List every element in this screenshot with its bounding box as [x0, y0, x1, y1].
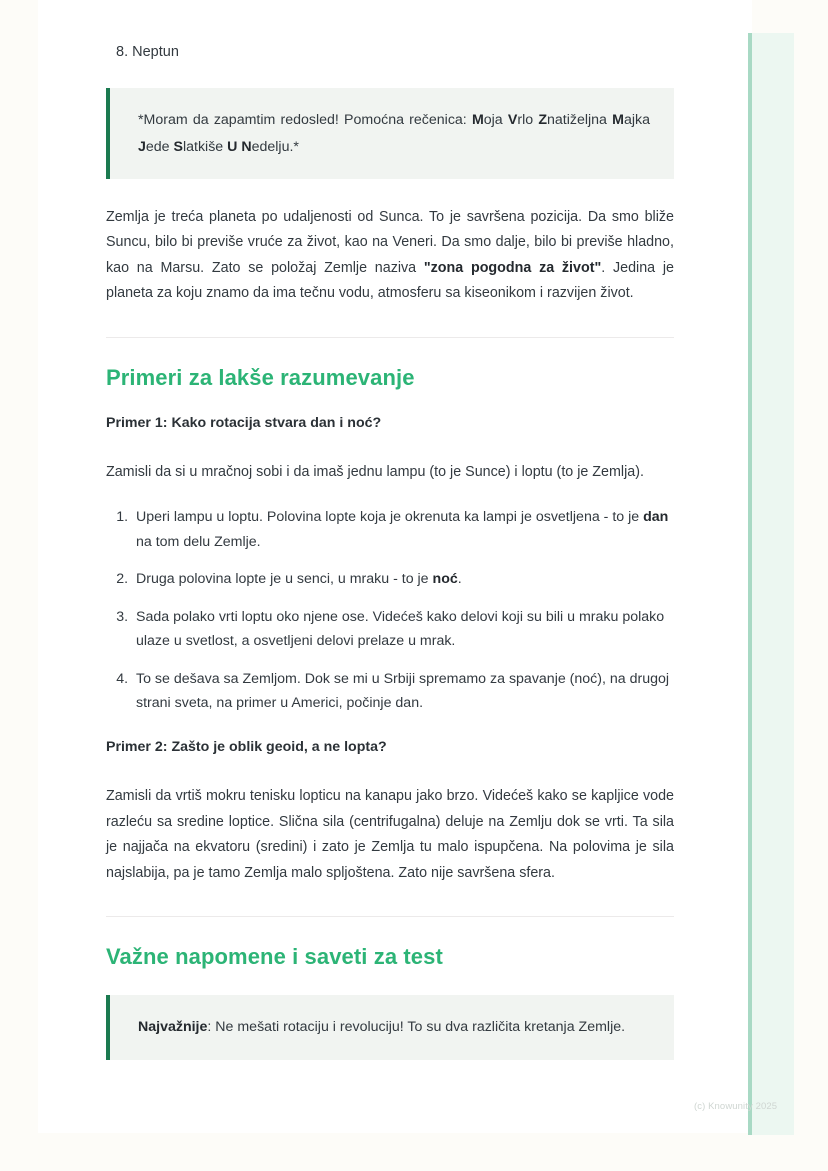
mnemonic-callout [106, 88, 674, 179]
section-divider-2 [106, 916, 674, 917]
step-text-part1: Sada polako vrti loptu oko njene ose. Videćeš kako delovi koji su bili u mraku polako ulaze u svetlost, a osvetljeni delovi prelaze u mrak. [136, 608, 665, 650]
example-1-steps [106, 505, 674, 715]
important-note-callout [106, 995, 674, 1059]
section-divider-1 [106, 337, 674, 338]
mnemonic-initial-u1: U [227, 138, 238, 155]
mnemonic-word-jede: ede [145, 138, 174, 155]
example-1-heading: Primer 1: Kako rotacija stvara dan i noć? [106, 415, 382, 432]
mnemonic-initial-z1: Z [538, 112, 547, 129]
planet-list-item-neptune: 8. Neptun [116, 44, 179, 60]
mnemonic-word-vrlo: rlo [517, 112, 539, 129]
list-item [132, 505, 674, 554]
important-note-label: Najvažnije [138, 1019, 208, 1036]
important-note-body: : Ne mešati rotaciju i revoluciju! To su dva različita kretanja Zemlje. [207, 1019, 626, 1036]
section-heading-notes: Važne napomene i saveti za test [106, 944, 443, 970]
example-1-intro: Zamisli da si u mračnoj sobi i da imaš jednu lampu (to je Sunce) i loptu (to je Zemlja). [106, 464, 644, 481]
mnemonic-intro: *Moram da zapamtim redosled! Pomoćna rečenica: [138, 112, 472, 129]
step-text-part2: . [457, 571, 462, 588]
step-text-part1: To se dešava sa Zemljom. Dok se mi u Srbiji spremamo za spavanje (noć), na drugoj strani sveta, na primer u Americi, počinje dan. [136, 670, 670, 711]
mnemonic-initial-m2: M [612, 112, 624, 129]
document-page [38, 0, 752, 1133]
example-2-heading: Primer 2: Zašto je oblik geoid, a ne lopta? [106, 739, 387, 756]
mnemonic-word-majka: ajka [623, 112, 650, 129]
important-note-text [138, 1014, 650, 1040]
mnemonic-initial-j1: J [138, 138, 146, 155]
earth-position-paragraph [106, 205, 674, 307]
mnemonic-initial-n1: N [241, 138, 252, 155]
mnemonic-initial-v1: V [507, 112, 518, 129]
copyright-watermark: (c) Knowunity 2025 [694, 1101, 778, 1112]
step-emphasis: noć [432, 571, 458, 588]
list-item [132, 667, 674, 716]
earth-paragraph-part1: Zemlja je treća planeta po udaljenosti od Sunca. To je savršena pozicija. Da smo bliže Suncu, bilo bi previše vruće za život, kao na Veneri. Da smo dalje, bilo bi previše hladno, kao na Marsu. Zato se položaj Zemlje naziva [106, 209, 674, 276]
step-emphasis: dan [643, 509, 669, 526]
mnemonic-initial-s1: S [173, 138, 183, 155]
earth-paragraph-emphasis: "zona pogodna za život" [423, 259, 602, 276]
step-text-part2: na tom delu Zemlje. [136, 533, 261, 550]
earth-paragraph-part2: . Jedina je planeta za koju znamo da ima tečnu vodu, atmosferu sa kiseonikom i razvijen život. [106, 259, 674, 302]
mnemonic-initial-m1: M [471, 112, 484, 129]
step-text-part1: Uperi lampu u loptu. Polovina lopte koja je okrenuta ka lampi je osvetljena - to je [136, 509, 644, 526]
example-2-body: Zamisli da vrtiš mokru tenisku lopticu na kanapu jako brzo. Videćeš kako se kapljice vode razleću sa sredine loptice. Slična sila (centrifugalna) deluje na Zemlju dok se vrti. Ta sila je najjača na ekvatoru (sredini) i zato je Zemlja tu malo ispupčena. Na polovima je sila najslabija, pa je tamo Zemlja malo spljoštena. Zato nije savršena sfera. [106, 788, 674, 881]
page-side-panel [752, 33, 794, 1135]
mnemonic-word-slatkise: latkiše [182, 138, 228, 155]
document-content [106, 0, 674, 1060]
mnemonic-word-znatiziljna: natiželjna [547, 112, 613, 129]
step-text-part1: Druga polovina lopte je u senci, u mraku - to je [136, 571, 433, 588]
list-item [132, 567, 674, 591]
mnemonic-text [138, 107, 650, 160]
section-heading-examples: Primeri za lakše razumevanje [106, 364, 415, 390]
mnemonic-word-moja: oja [483, 112, 508, 129]
mnemonic-word-nedelju: edelju.* [251, 138, 299, 155]
list-item [132, 605, 674, 654]
